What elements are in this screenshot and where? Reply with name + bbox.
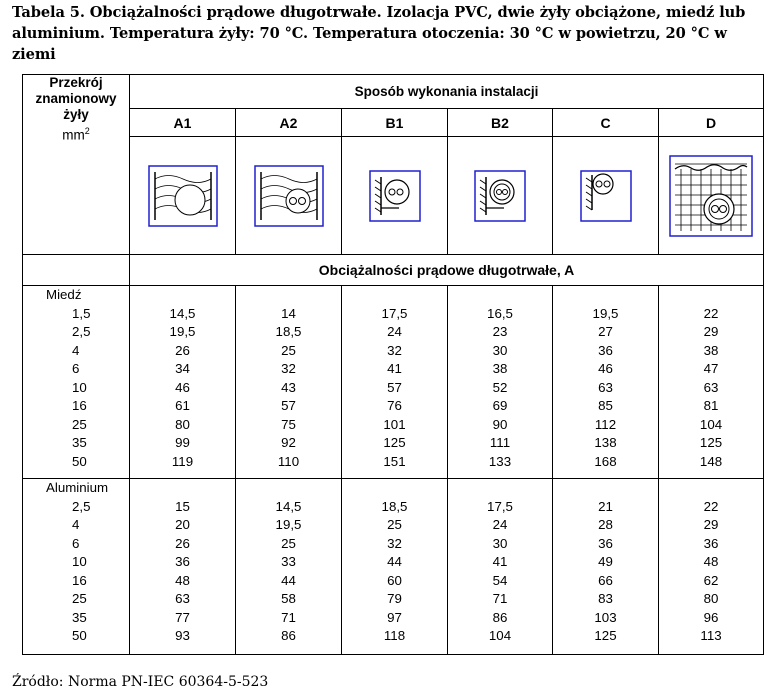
capacity-value: 63: [703, 379, 719, 395]
cross-section-value: 50: [72, 628, 87, 643]
capacity-value: 22: [703, 305, 719, 321]
cross-section-value: 35: [72, 435, 87, 450]
capacity-value: 49: [598, 554, 613, 569]
capacity-value: 80: [703, 591, 719, 606]
cross-section-value: 25: [72, 591, 87, 606]
capacity-value: 119: [171, 453, 194, 469]
cross-section-value: 16: [72, 572, 87, 588]
current-capacity-table: [22, 74, 764, 655]
D-picture-cell: [659, 137, 764, 255]
capacity-value: 75: [281, 416, 296, 432]
capacity-title: Obciążalności prądowe długotrwałe, A: [130, 255, 764, 286]
capacity-column-C: [553, 286, 659, 479]
A1-installation-icon: [148, 165, 218, 227]
method-title: Sposób wykonania instalacji: [130, 75, 764, 109]
capacity-value: 36: [175, 554, 190, 569]
cross-section-value: 4: [72, 517, 80, 532]
cross-section-value: 6: [72, 361, 80, 376]
capacity-value: 20: [175, 517, 190, 532]
cross-section-value: 2,5: [72, 498, 91, 514]
cross-section-header: [23, 75, 130, 255]
capacity-value: 151: [383, 453, 406, 469]
capacity-value: 113: [700, 628, 722, 643]
cross-section-cell: [23, 479, 130, 655]
cross-section-value: 6: [72, 535, 80, 551]
capacity-value: 125: [383, 435, 406, 450]
cross-section-value: 2,5: [72, 324, 91, 339]
D-installation-icon: [669, 155, 753, 237]
capacity-value: 18,5: [275, 324, 302, 339]
capacity-value: 83: [598, 591, 613, 606]
capacity-value: 148: [699, 453, 723, 469]
capacity-value: 36: [598, 535, 613, 551]
capacity-column-A1: [130, 286, 236, 479]
B1-picture-cell: [342, 137, 448, 255]
capacity-value: 44: [387, 554, 402, 569]
capacity-value: 48: [175, 572, 190, 588]
method-B1: B1: [342, 109, 448, 137]
capacity-value: 18,5: [381, 498, 408, 514]
capacity-value: 54: [492, 572, 508, 588]
A2-picture-cell: [236, 137, 342, 255]
capacity-value: 41: [387, 361, 402, 376]
capacity-value: 104: [488, 628, 512, 643]
cross-section-line: Przekrój: [49, 75, 103, 90]
capacity-value: 28: [598, 517, 613, 532]
capacity-value: 111: [489, 435, 511, 450]
capacity-value: 86: [492, 609, 508, 625]
capacity-value: 43: [281, 379, 296, 395]
B2-installation-icon: [474, 170, 526, 222]
capacity-value: 62: [703, 572, 719, 588]
capacity-value: 93: [175, 628, 190, 643]
capacity-value: 32: [387, 535, 402, 551]
table-caption: Tabela 5. Obciążalności prądowe długotrwałe. Izolacja PVC, dwie żyły obciążone, miedź lub aluminium. Temperatura żyły: 70 °C. Temperatura otoczenia: 30 °C w powietrzu, 20 °C w ziemi: [12, 4, 746, 63]
source-note: Źródło: Norma PN-IEC 60364-5-523: [12, 674, 269, 690]
capacity-value: 26: [175, 535, 190, 551]
capacity-value: 125: [594, 628, 617, 643]
capacity-value: 96: [703, 609, 719, 625]
capacity-value: 24: [387, 324, 402, 339]
capacity-value: 168: [594, 453, 617, 469]
B1-installation-icon: [369, 170, 421, 222]
capacity-value: 80: [175, 416, 190, 432]
capacity-value: 41: [492, 554, 508, 569]
capacity-value: 52: [492, 379, 508, 395]
capacity-value: 112: [594, 416, 617, 432]
capacity-value: 30: [492, 535, 508, 551]
capacity-value: 66: [598, 572, 613, 588]
material-label: Aluminium: [46, 480, 109, 495]
A2-installation-icon: [254, 165, 324, 227]
cross-section-cell: [23, 286, 130, 479]
cross-section-value: 50: [72, 453, 87, 469]
capacity-value: 118: [383, 628, 406, 643]
capacity-value: 26: [175, 342, 190, 358]
capacity-value: 90: [492, 416, 508, 432]
capacity-value: 34: [175, 361, 190, 376]
cross-section-value: 4: [72, 342, 80, 358]
capacity-value: 46: [175, 379, 190, 395]
method-D: D: [659, 109, 764, 137]
capacity-value: 57: [281, 398, 296, 413]
capacity-value: 101: [383, 416, 406, 432]
cross-section-line: znamionowy: [35, 91, 117, 106]
method-C: C: [553, 109, 659, 137]
aluminium-group-row: [23, 479, 764, 655]
capacity-value: 38: [703, 342, 719, 358]
capacity-column-A1: [130, 479, 236, 655]
capacity-value: 71: [492, 591, 508, 606]
capacity-column-B1: [342, 479, 448, 655]
cross-section-value: 35: [72, 609, 87, 625]
capacity-column-B2: [448, 286, 553, 479]
capacity-column-C: [553, 479, 659, 655]
capacity-value: 79: [387, 591, 402, 606]
capacity-value: 29: [703, 517, 719, 532]
C-picture-cell: [553, 137, 659, 255]
capacity-value: 19,5: [275, 517, 302, 532]
capacity-column-A2: [236, 479, 342, 655]
cross-section-line: żyły: [63, 107, 89, 122]
C-installation-icon: [580, 170, 632, 222]
B2-picture-cell: [448, 137, 553, 255]
capacity-value: 46: [598, 361, 613, 376]
method-A2: A2: [236, 109, 342, 137]
capacity-value: 36: [598, 342, 613, 358]
capacity-value: 22: [703, 498, 719, 514]
capacity-value: 15: [175, 498, 190, 514]
capacity-value: 19,5: [592, 305, 619, 321]
capacity-value: 25: [281, 535, 296, 551]
cross-section-value: 1,5: [72, 305, 91, 321]
capacity-value: 17,5: [487, 498, 513, 514]
capacity-value: 71: [281, 609, 296, 625]
capacity-value: 19,5: [169, 324, 196, 339]
capacity-value: 85: [598, 398, 613, 413]
capacity-value: 92: [281, 435, 296, 450]
material-label: Miedź: [46, 287, 82, 302]
capacity-value: 57: [387, 379, 402, 395]
spacer-cell: [23, 255, 130, 286]
capacity-value: 25: [387, 517, 402, 532]
capacity-value: 77: [175, 609, 190, 625]
capacity-value: 99: [175, 435, 190, 450]
A1-picture-cell: [130, 137, 236, 255]
capacity-value: 133: [488, 453, 512, 469]
cross-section-value: 10: [72, 379, 87, 395]
capacity-value: 21: [598, 498, 613, 514]
capacity-value: 47: [703, 361, 719, 376]
capacity-value: 23: [492, 324, 508, 339]
capacity-value: 32: [281, 361, 296, 376]
capacity-value: 81: [703, 398, 719, 413]
method-B2: B2: [448, 109, 553, 137]
capacity-value: 48: [703, 554, 719, 569]
capacity-value: 44: [281, 572, 296, 588]
capacity-column-D: [659, 479, 764, 655]
capacity-value: 29: [703, 324, 719, 339]
capacity-value: 63: [175, 591, 190, 606]
capacity-column-D: [659, 286, 764, 479]
copper-group-row: [23, 286, 764, 479]
capacity-column-A2: [236, 286, 342, 479]
capacity-value: 58: [281, 591, 296, 606]
capacity-value: 110: [277, 453, 300, 469]
capacity-value: 27: [598, 324, 613, 339]
capacity-value: 14: [281, 305, 296, 321]
capacity-value: 38: [492, 361, 508, 376]
cross-section-value: 16: [72, 398, 87, 413]
capacity-value: 76: [387, 398, 402, 413]
capacity-column-B1: [342, 286, 448, 479]
capacity-value: 30: [492, 342, 508, 358]
capacity-value: 36: [703, 535, 719, 551]
method-A1: A1: [130, 109, 236, 137]
capacity-value: 16,5: [487, 305, 513, 321]
capacity-value: 61: [175, 398, 190, 413]
cross-section-value: 10: [72, 554, 87, 569]
unit-label: $mm^2$: [62, 126, 90, 143]
capacity-value: 14,5: [169, 305, 196, 321]
capacity-value: 97: [387, 609, 402, 625]
capacity-value: 25: [281, 342, 296, 358]
capacity-value: 24: [492, 517, 508, 532]
capacity-value: 138: [594, 435, 617, 450]
capacity-value: 33: [281, 554, 296, 569]
cross-section-value: 25: [72, 416, 87, 432]
capacity-value: 60: [387, 572, 402, 588]
capacity-value: 63: [598, 379, 613, 395]
capacity-column-B2: [448, 479, 553, 655]
capacity-value: 17,5: [381, 305, 408, 321]
capacity-value: 103: [594, 609, 617, 625]
capacity-value: 14,5: [275, 498, 302, 514]
capacity-value: 125: [699, 435, 723, 450]
capacity-value: 86: [281, 628, 296, 643]
capacity-value: 69: [492, 398, 508, 413]
capacity-value: 32: [387, 342, 402, 358]
capacity-value: 104: [699, 416, 723, 432]
